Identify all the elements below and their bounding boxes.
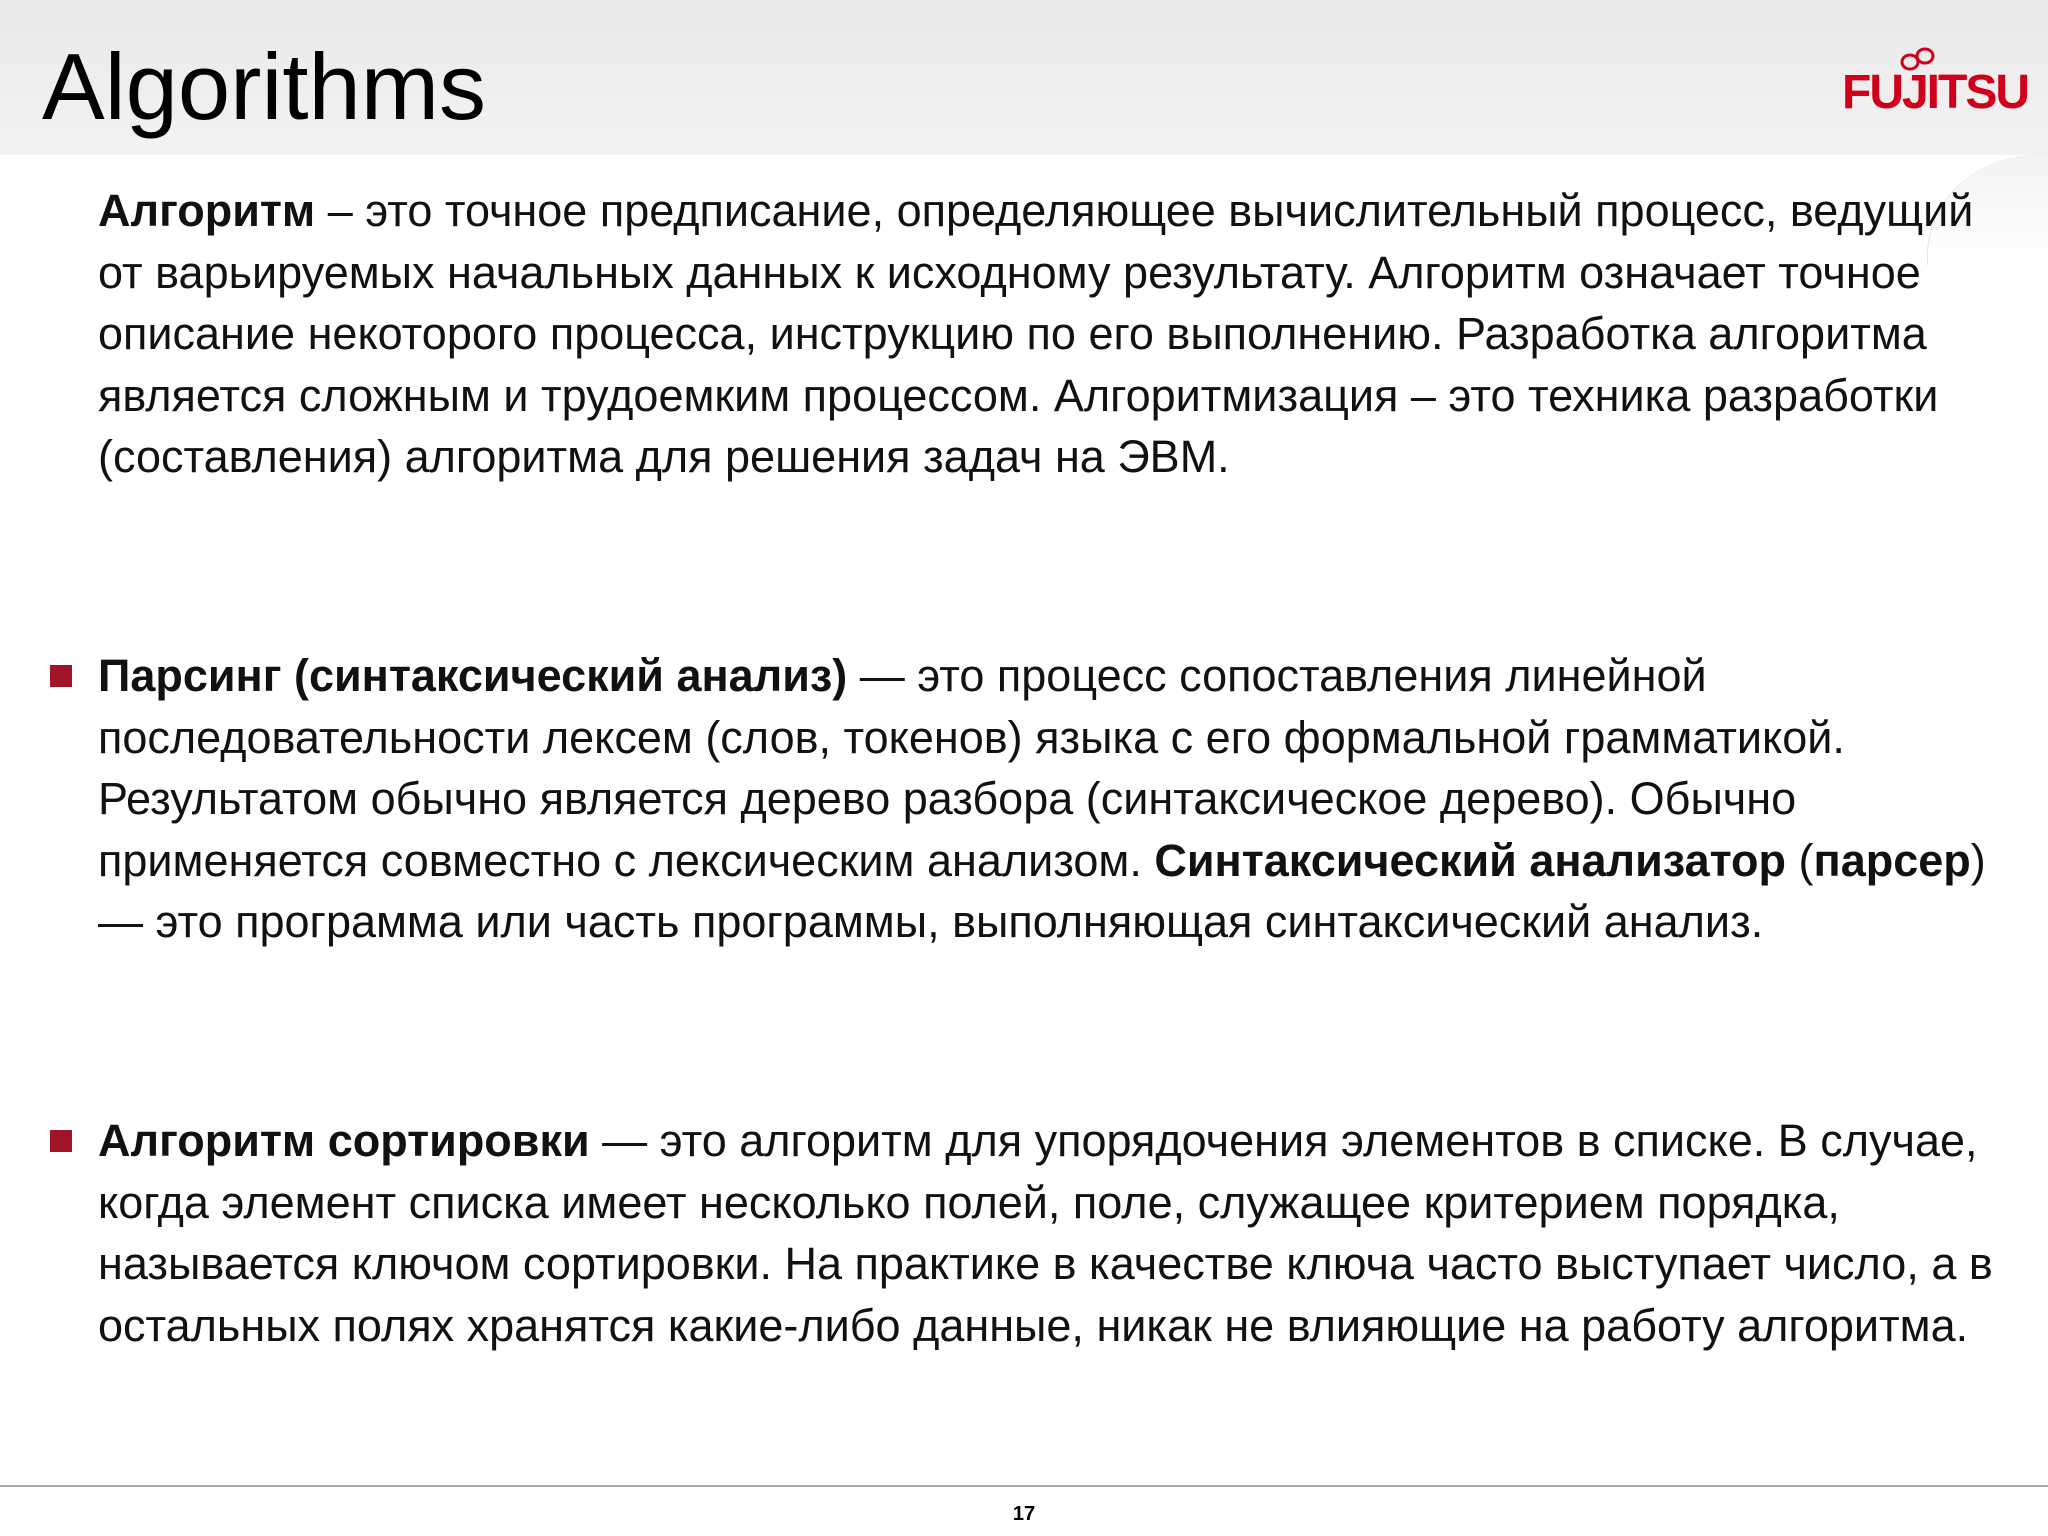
term-sorting-algorithm: Алгоритм сортировки: [98, 1115, 590, 1166]
text-sorting: — это алгоритм для упорядочения элементов в списке. В случае, когда элемент списка имеет несколько полей, поле, служащее критерием порядка, называется ключом сортировки. На практике в качестве ключа часто выступает число, а в остальных полях хранятся какие-либо данные, никак не влияющие на работу алгоритма.: [98, 1115, 1993, 1351]
slide-title: Algorithms: [42, 34, 487, 139]
term-parsing: Парсинг (синтаксический анализ): [98, 650, 848, 701]
text-parser-open: (: [1786, 834, 1814, 886]
bullet-marker: [50, 665, 72, 687]
paragraph-parsing-definition: [98, 645, 2028, 953]
text-parsing: — это процесс сопоставления линейной последовательности лексем (слов, токенов) языка с его формальной грамматикой. Результатом обычно является дерево разбора (синтаксическое дерево). Обычно применяется совместно с лексическим анализом.: [98, 650, 1845, 886]
paragraph-sorting-definition: [98, 1110, 2028, 1356]
term-algorithm: Алгоритм: [98, 185, 316, 236]
paragraph-algorithm-definition: [98, 180, 2028, 488]
term-parser: парсер: [1813, 834, 1971, 886]
logo-wordmark: FUJITSU: [1842, 66, 2029, 119]
term-syntax-analyzer: Синтаксический анализатор: [1154, 834, 1787, 886]
text-algorithm: – это точное предписание, определяющее вычислительный процесс, ведущий от варьируемых начальных данных к исходному результату. Алгоритм означает точное описание некоторого процесса, инструкцию по его выполнению. Разработка алгоритма является сложным и трудоемким процессом. Алгоритмизация – это техника разработки (составления) алгоритма для решения задач на ЭВМ.: [98, 185, 1974, 482]
bullet-marker: [50, 1130, 72, 1152]
footer-divider: [0, 1485, 2048, 1487]
page-number: 17: [1012, 1503, 1036, 1525]
text-parser: ) — это программа или часть программы, выполняющая синтаксический анализ.: [98, 834, 1986, 947]
